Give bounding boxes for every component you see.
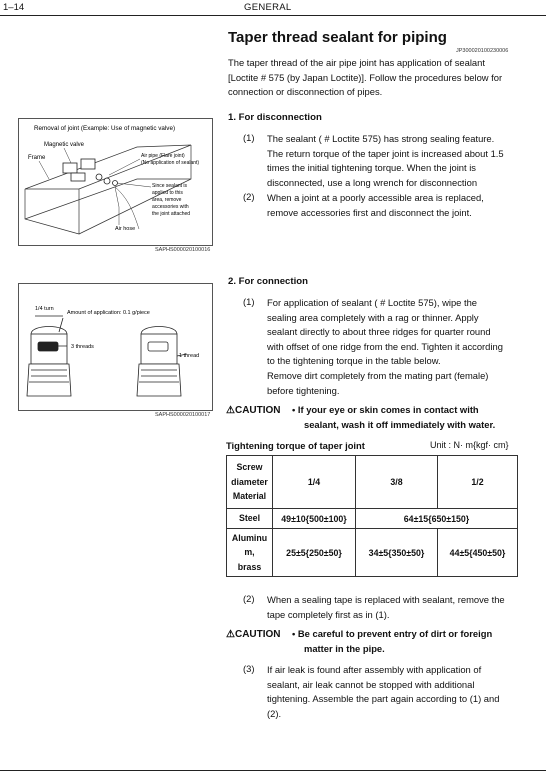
label-one-thread: 1 thread — [179, 353, 200, 359]
text-line: If air leak is found after assembly with application of — [267, 664, 482, 675]
caution-line: • Be careful to prevent entry of dirt or foreign — [292, 628, 493, 639]
text-line: Remove dirt completely from the mating part (female) — [267, 369, 489, 381]
text-line: For application of sealant ( # Loctite 575), wipe the — [267, 297, 478, 308]
s2-item-2 — [267, 593, 527, 622]
label-quarter-turn: 1/4 turn — [35, 306, 54, 312]
header-label-line: Screw — [236, 462, 263, 473]
caution-label-text: CAUTION — [234, 629, 281, 640]
text-line: sealing area completely with a rag or thinner. Apply — [267, 311, 479, 323]
intro-line: connection or disconnection of pipes. — [228, 86, 383, 98]
text-line: with offset of one ridge from the end. Tighten it according — [267, 340, 503, 352]
size-cell: 3/8 — [356, 456, 438, 509]
material-cell — [227, 509, 273, 529]
s1-item-2 — [267, 191, 527, 220]
warning-icon: ⚠ — [226, 629, 235, 640]
left-fitting-drawing — [27, 316, 71, 396]
warning-icon: ⚠ — [226, 405, 235, 416]
joint-removal-illustration — [19, 119, 212, 245]
intro-line: [Loctite # 575 (by Japan Loctite)]. Follow the procedures below for — [228, 71, 503, 83]
item-number: (1) — [243, 296, 255, 307]
material-line: brass — [237, 561, 262, 572]
label-sealant-note: area, remove — [152, 197, 182, 203]
figure-title: Removal of joint (Example: Use of magnetic valve) — [34, 125, 176, 132]
caution-1-text — [292, 403, 495, 432]
label-sealant-note: Since sealant is — [152, 183, 188, 189]
text-line: When a joint at a poorly accessible area is replaced, — [267, 192, 484, 203]
caution-label-text: CAUTION — [234, 405, 281, 416]
text-line: tightening. Assemble the part again according to (1) and — [267, 693, 500, 705]
section-2-heading: 2. For connection — [228, 276, 308, 287]
label-frame: Frame — [28, 155, 46, 161]
sealant-application-illustration — [19, 284, 212, 410]
text-line: (2). — [267, 707, 282, 719]
header-label-line: Material — [232, 491, 267, 502]
label-sealant-note: accessories with — [152, 204, 189, 210]
label-air-hose: Air hose — [115, 226, 136, 232]
doc-id: JP300020100230006 — [456, 48, 509, 54]
text-line: times the initial tightening torque. When the joint is — [267, 162, 476, 174]
table-title: Tightening torque of taper joint — [226, 440, 365, 451]
magnetic-valve-drawing — [63, 159, 118, 186]
section-1-heading: 1. For disconnection — [228, 112, 322, 123]
s2-item-1 — [267, 296, 527, 398]
s1-item-1 — [267, 132, 527, 190]
text-line: remove accessories first and disconnect the joint. — [267, 206, 472, 218]
caution-2-label — [226, 629, 281, 640]
figure-2-caption: SAPHS000020100017 — [155, 412, 211, 418]
caution-line: matter in the pipe. — [304, 642, 385, 654]
torque-cell: 64±15{650±150} — [356, 509, 518, 529]
header-label-line: diameter — [231, 476, 268, 487]
label-amount: Amount of application: 0.1 g/piece — [67, 310, 150, 316]
label-sealant-note: applied to this — [152, 190, 183, 196]
item-number: (2) — [243, 593, 255, 604]
intro-line: The taper thread of the air pipe joint has application of sealant — [228, 57, 485, 68]
caution-1-label — [226, 405, 281, 416]
figure-1-caption: SAPHS000020100016 — [155, 247, 211, 253]
label-no-sealant: (No application of sealant) — [141, 160, 200, 166]
material-cell — [227, 529, 273, 577]
label-three-threads: 3 threads — [71, 344, 94, 350]
table-row — [227, 529, 518, 577]
s2-item-3 — [267, 663, 527, 721]
torque-cell: 44±5{450±50} — [438, 529, 518, 577]
caution-2-text — [292, 627, 492, 656]
section-title: GENERAL — [244, 2, 292, 13]
caution-line: sealant, wash it off immediately with water. — [304, 418, 496, 430]
text-line: to the tightening torque in the table below. — [267, 355, 441, 367]
size-cell: 1/2 — [438, 456, 518, 509]
item-number: (2) — [243, 191, 255, 202]
figure-sealant-application — [18, 283, 213, 411]
figure-joint-removal — [18, 118, 213, 246]
right-fitting-drawing — [137, 327, 187, 397]
caution-line: • If your eye or skin comes in contact with — [292, 404, 479, 415]
table-unit: Unit : N· m{kgf· cm} — [430, 440, 509, 450]
text-line: The sealant ( # Loctite 575) has strong sealing feature. — [267, 133, 495, 144]
label-magnetic-valve: Magnetic valve — [44, 142, 85, 148]
material-line: Aluminu — [231, 532, 268, 543]
table-row — [227, 509, 518, 529]
footer-rule — [0, 770, 546, 771]
header-rule — [0, 15, 546, 16]
torque-cell: 34±5{350±50} — [356, 529, 438, 577]
item-number: (3) — [243, 663, 255, 674]
text-line: tape completely first as in (1). — [267, 608, 390, 620]
size-cell: 1/4 — [273, 456, 356, 509]
torque-cell: 25±5{250±50} — [273, 529, 356, 577]
text-line: The return torque of the taper joint is increased about 1.5 — [267, 147, 504, 159]
text-line: When a sealing tape is replaced with sealant, remove the — [267, 594, 505, 605]
text-line: before tightening. — [267, 384, 340, 396]
material-line: Steel — [238, 513, 261, 524]
table-header-row — [227, 456, 518, 509]
material-line: m, — [244, 547, 255, 558]
torque-table — [226, 455, 518, 577]
label-air-pipe: Air pipe (Flare joint) — [141, 153, 185, 159]
intro-paragraph — [228, 56, 528, 100]
text-line: sealant, air leak cannot be stopped with additional — [267, 678, 475, 690]
page-title: Taper thread sealant for piping — [228, 29, 447, 46]
text-line: sealant directly to about three ridges for quarter round — [267, 326, 491, 338]
page-number: 1–14 — [3, 2, 25, 13]
label-sealant-note: the joint attached — [152, 211, 191, 217]
text-line: disconnected, use a long wrench for disconnection — [267, 176, 478, 188]
torque-cell: 49±10{500±100} — [273, 509, 356, 529]
header-label-cell — [227, 456, 273, 509]
item-number: (1) — [243, 132, 255, 143]
